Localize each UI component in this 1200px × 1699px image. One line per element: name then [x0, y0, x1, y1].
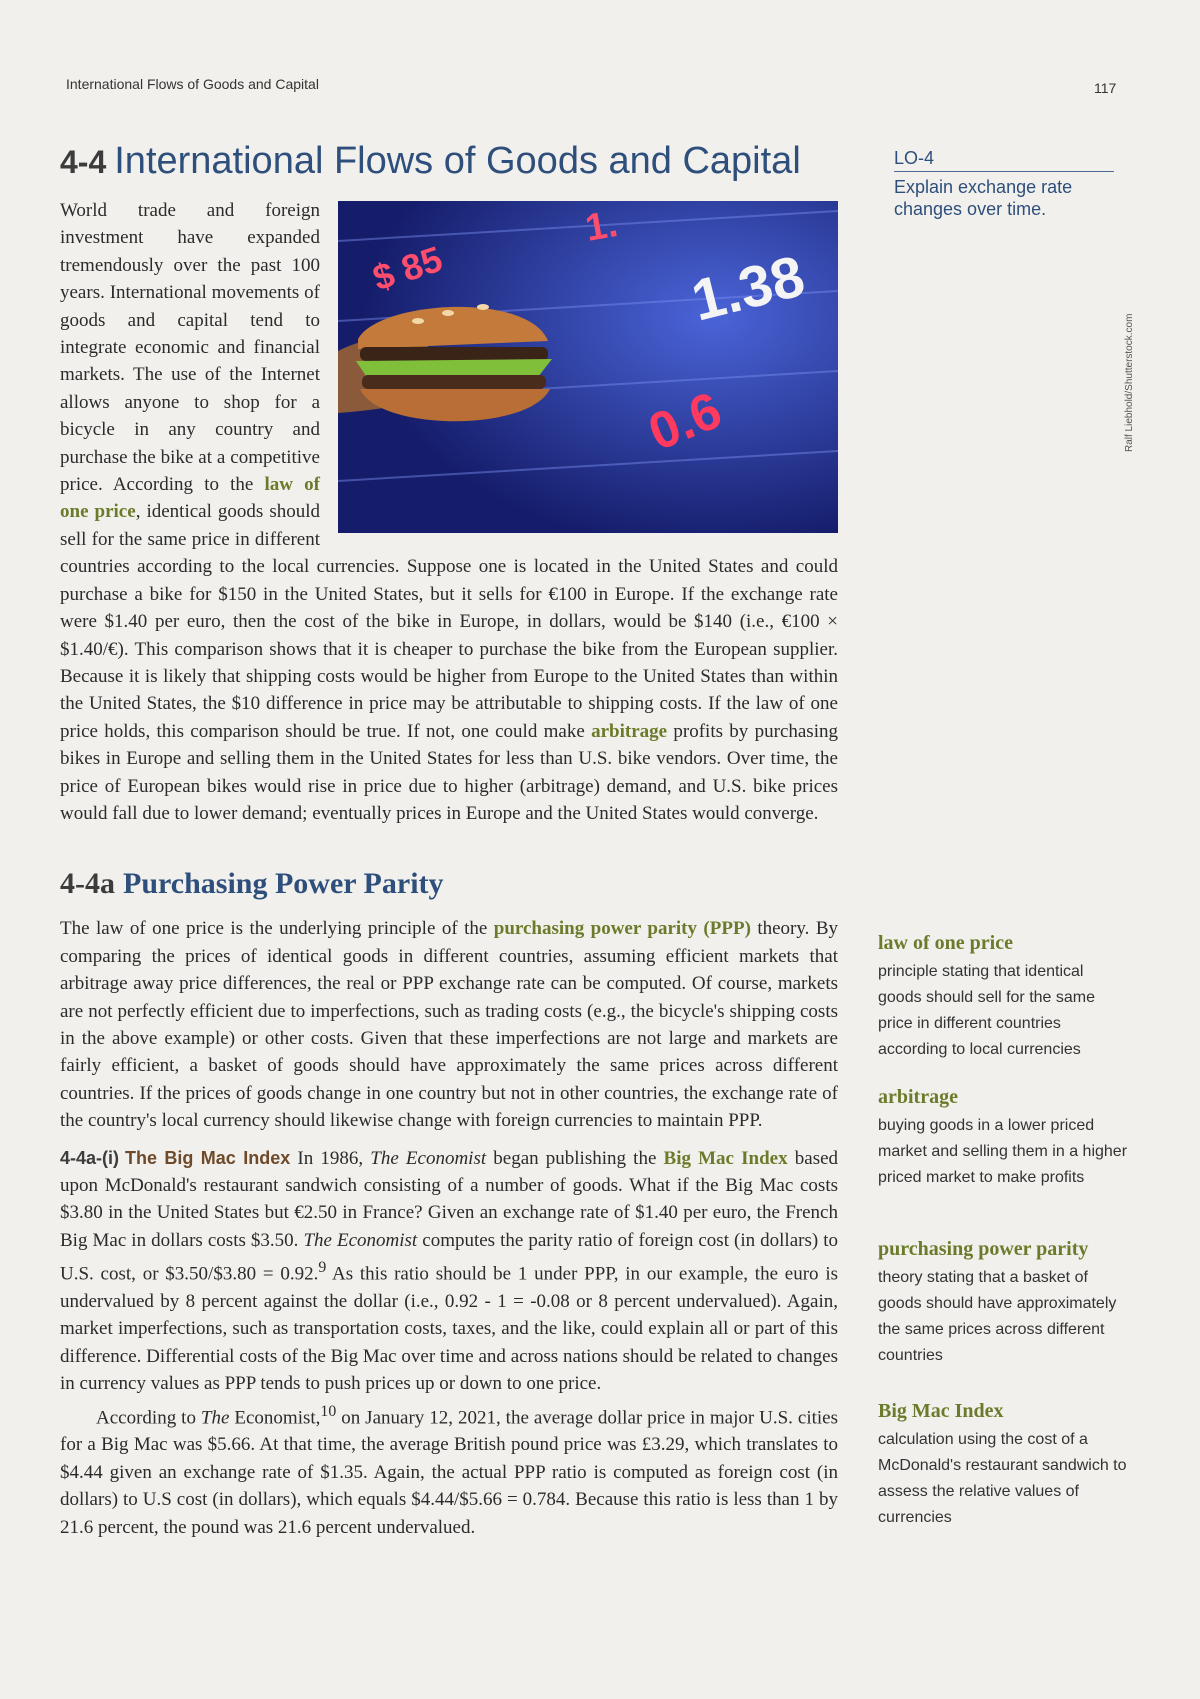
keyterm-law-of-one-price: law of one price [60, 474, 321, 523]
footnote-9: 9 [318, 1259, 327, 1277]
economist-ref-2: The Economist [303, 1229, 418, 1251]
paragraph-intro [60, 197, 838, 827]
subsection-heading [60, 867, 838, 901]
ppp-text-b: theory. By comparing the prices of identical goods in different countries, assuming efficient markets that arbitrage away price differences, the real or PPP exchange rate can be computed. Of course, markets are not perfectly efficient due to imperfections, such as trading costs (e.g., the bicycle's shipping costs in the above example) or other costs. Given that these imperfections are not large and markets are fairly efficient, a basket of goods should have approximately the same prices across different countries. If the prices of goods change in one country but not in other countries, the exchange rate of the country's local currency should likewise change with foreign currencies to maintain PPP. [60, 918, 838, 1132]
glossary-entry [878, 932, 1128, 1063]
example-text-b: Economist, [229, 1406, 321, 1428]
learning-objective [894, 148, 1114, 220]
big-mac-text-c: based upon McDonald's restaurant sandwich consisting of a number of goods. What if the Big Mac costs $3.80 in the United States but €2.50 in France? Given an exchange rate of $1.40 per euro, the French Big Mac in dollars costs $3.50. [60, 1147, 839, 1251]
main-column [60, 140, 838, 1541]
example-text-a: According to [96, 1406, 201, 1428]
big-mac-number: 4-4a-(i) [60, 1147, 120, 1168]
overlay-number-1: 1.38 [685, 243, 811, 334]
glossary-definition: principle stating that identical goods should sell for the same price in different countries according to local currencies [878, 963, 1096, 1058]
glossary-term: Big Mac Index [878, 1400, 1004, 1422]
big-mac-photo-svg [338, 201, 838, 533]
subsection-title: Purchasing Power Parity [123, 867, 444, 901]
lo-code: LO-4 [894, 148, 1114, 172]
example-text-c: on January 12, 2021, the average dollar price in major U.S. cities for a Big Mac was $5.66. At that time, the average British pound price was £3.29, which translates to $4.44 given an exchange rate of $1.35. Again, the actual PPP ratio is computed as foreign cost (in dollars) to U.S cost (in dollars), which equals $4.44/$5.66 = 0.784. Because this ratio is less than 1 by 21.6 percent, the pound was 21.6 percent undervalued. [60, 1406, 838, 1538]
glossary-term: law of one price [878, 932, 1013, 954]
footnote-10: 10 [320, 1402, 337, 1420]
big-mac-text-d: computes the parity ratio of foreign cost (in dollars) to U.S. cost, or $3.50/$3.80 = 0.92. [60, 1229, 839, 1285]
glossary-term: arbitrage [878, 1086, 958, 1108]
section-title: International Flows of Goods and Capital [114, 140, 801, 182]
glossary-term: purchasing power parity [878, 1238, 1089, 1260]
economist-ref-1: The Economist [370, 1147, 487, 1169]
keyterm-arbitrage: arbitrage [591, 720, 668, 742]
glossary-entry [878, 1086, 1128, 1191]
intro-text-c: profits by purchasing bikes in Europe and selling them in the United States for less than U.S. bike vendors. Over time, the price of European bikes would rise in price due to higher (arbitrage) demand, and U.S. bike prices would fall due to lower demand; eventually prices in Europe and the United States would converge. [60, 720, 838, 824]
intro-text-b: , identical goods should sell for the same price in different countries according to the local currencies. Suppose one is located in the United States and could purchase a bike for $150 in the United States, but it sells for €100 in Europe. If the exchange rate were $1.40 per euro, then the cost of the bike in Europe, in dollars, would be $140 (i.e., €100 × $1.40/€). This comparison shows that it is cheaper to purchase the bike from the European supplier. Because it is likely that shipping costs would be higher from Europe to the United States than within the United States, the $10 difference in price may be attributable to shipping costs. If the law of one price holds, this comparison should be true. If not, one could make [60, 501, 838, 742]
big-mac-inline-heading [60, 1148, 290, 1168]
photo-credit: Ralf Liebhold/Shutterstock.com [1124, 313, 1135, 452]
big-mac-heading-title: The Big Mac Index [125, 1147, 291, 1168]
running-head: International Flows of Goods and Capital [66, 76, 319, 92]
glossary-definition: theory stating that a basket of goods should have approximately the same prices across different countries [878, 1269, 1117, 1364]
glossary-entry [878, 1400, 1128, 1531]
keyterm-big-mac-index: Big Mac Index [663, 1147, 788, 1169]
glossary-definition: calculation using the cost of a McDonald's restaurant sandwich to assess the relative values of currencies [878, 1431, 1127, 1526]
paragraph-ppp [60, 915, 838, 1134]
glossary-definition: buying goods in a lower priced market and selling them in a higher priced market to make profits [878, 1117, 1128, 1186]
paragraph-big-mac [60, 1145, 838, 1398]
big-mac-text-b: began publishing the [486, 1147, 664, 1169]
economist-ref-3: The [200, 1406, 230, 1428]
svg-text:$ 85: $ 85 [367, 237, 448, 299]
intro-text-a: World trade and foreign investment have expanded tremendously over the past 100 years. International movements of goods and capital tend to integrate economic and financial markets. The use of the Internet allows anyone to shop for a bicycle in any country and purchase the bike at a competitive price. According to the [60, 200, 320, 496]
lo-text: Explain exchange rate changes over time. [894, 177, 1073, 219]
glossary-entry [878, 1238, 1128, 1369]
big-mac-text-e: As this ratio should be 1 under PPP, in our example, the euro is undervalued by 8 percent against the dollar (i.e., 0.92 - 1 = -0.08 or 8 percent undervalued). Again, market imperfections, such as transportation costs, taxes, and the like, could explain all or part of this difference. Differential costs of the Big Mac over time and across nations should be related to changes in currency values as PPP tends to push prices up or down to one price. [60, 1263, 839, 1395]
keyterm-ppp: purchasing power parity (PPP) [493, 918, 751, 940]
section-heading [60, 140, 838, 183]
overlay-number-3: 0.6 [640, 381, 730, 463]
page-number: 117 [1094, 80, 1117, 96]
big-mac-photo [338, 201, 838, 533]
subsection-number: 4-4a [60, 867, 115, 901]
overlay-number-2: 1. [582, 202, 621, 250]
big-mac-text-a: In 1986, [290, 1147, 371, 1169]
paragraph-2021-example [60, 1398, 838, 1541]
section-number: 4-4 [60, 144, 107, 180]
ppp-text-a: The law of one price is the underlying principle of the [60, 918, 494, 940]
